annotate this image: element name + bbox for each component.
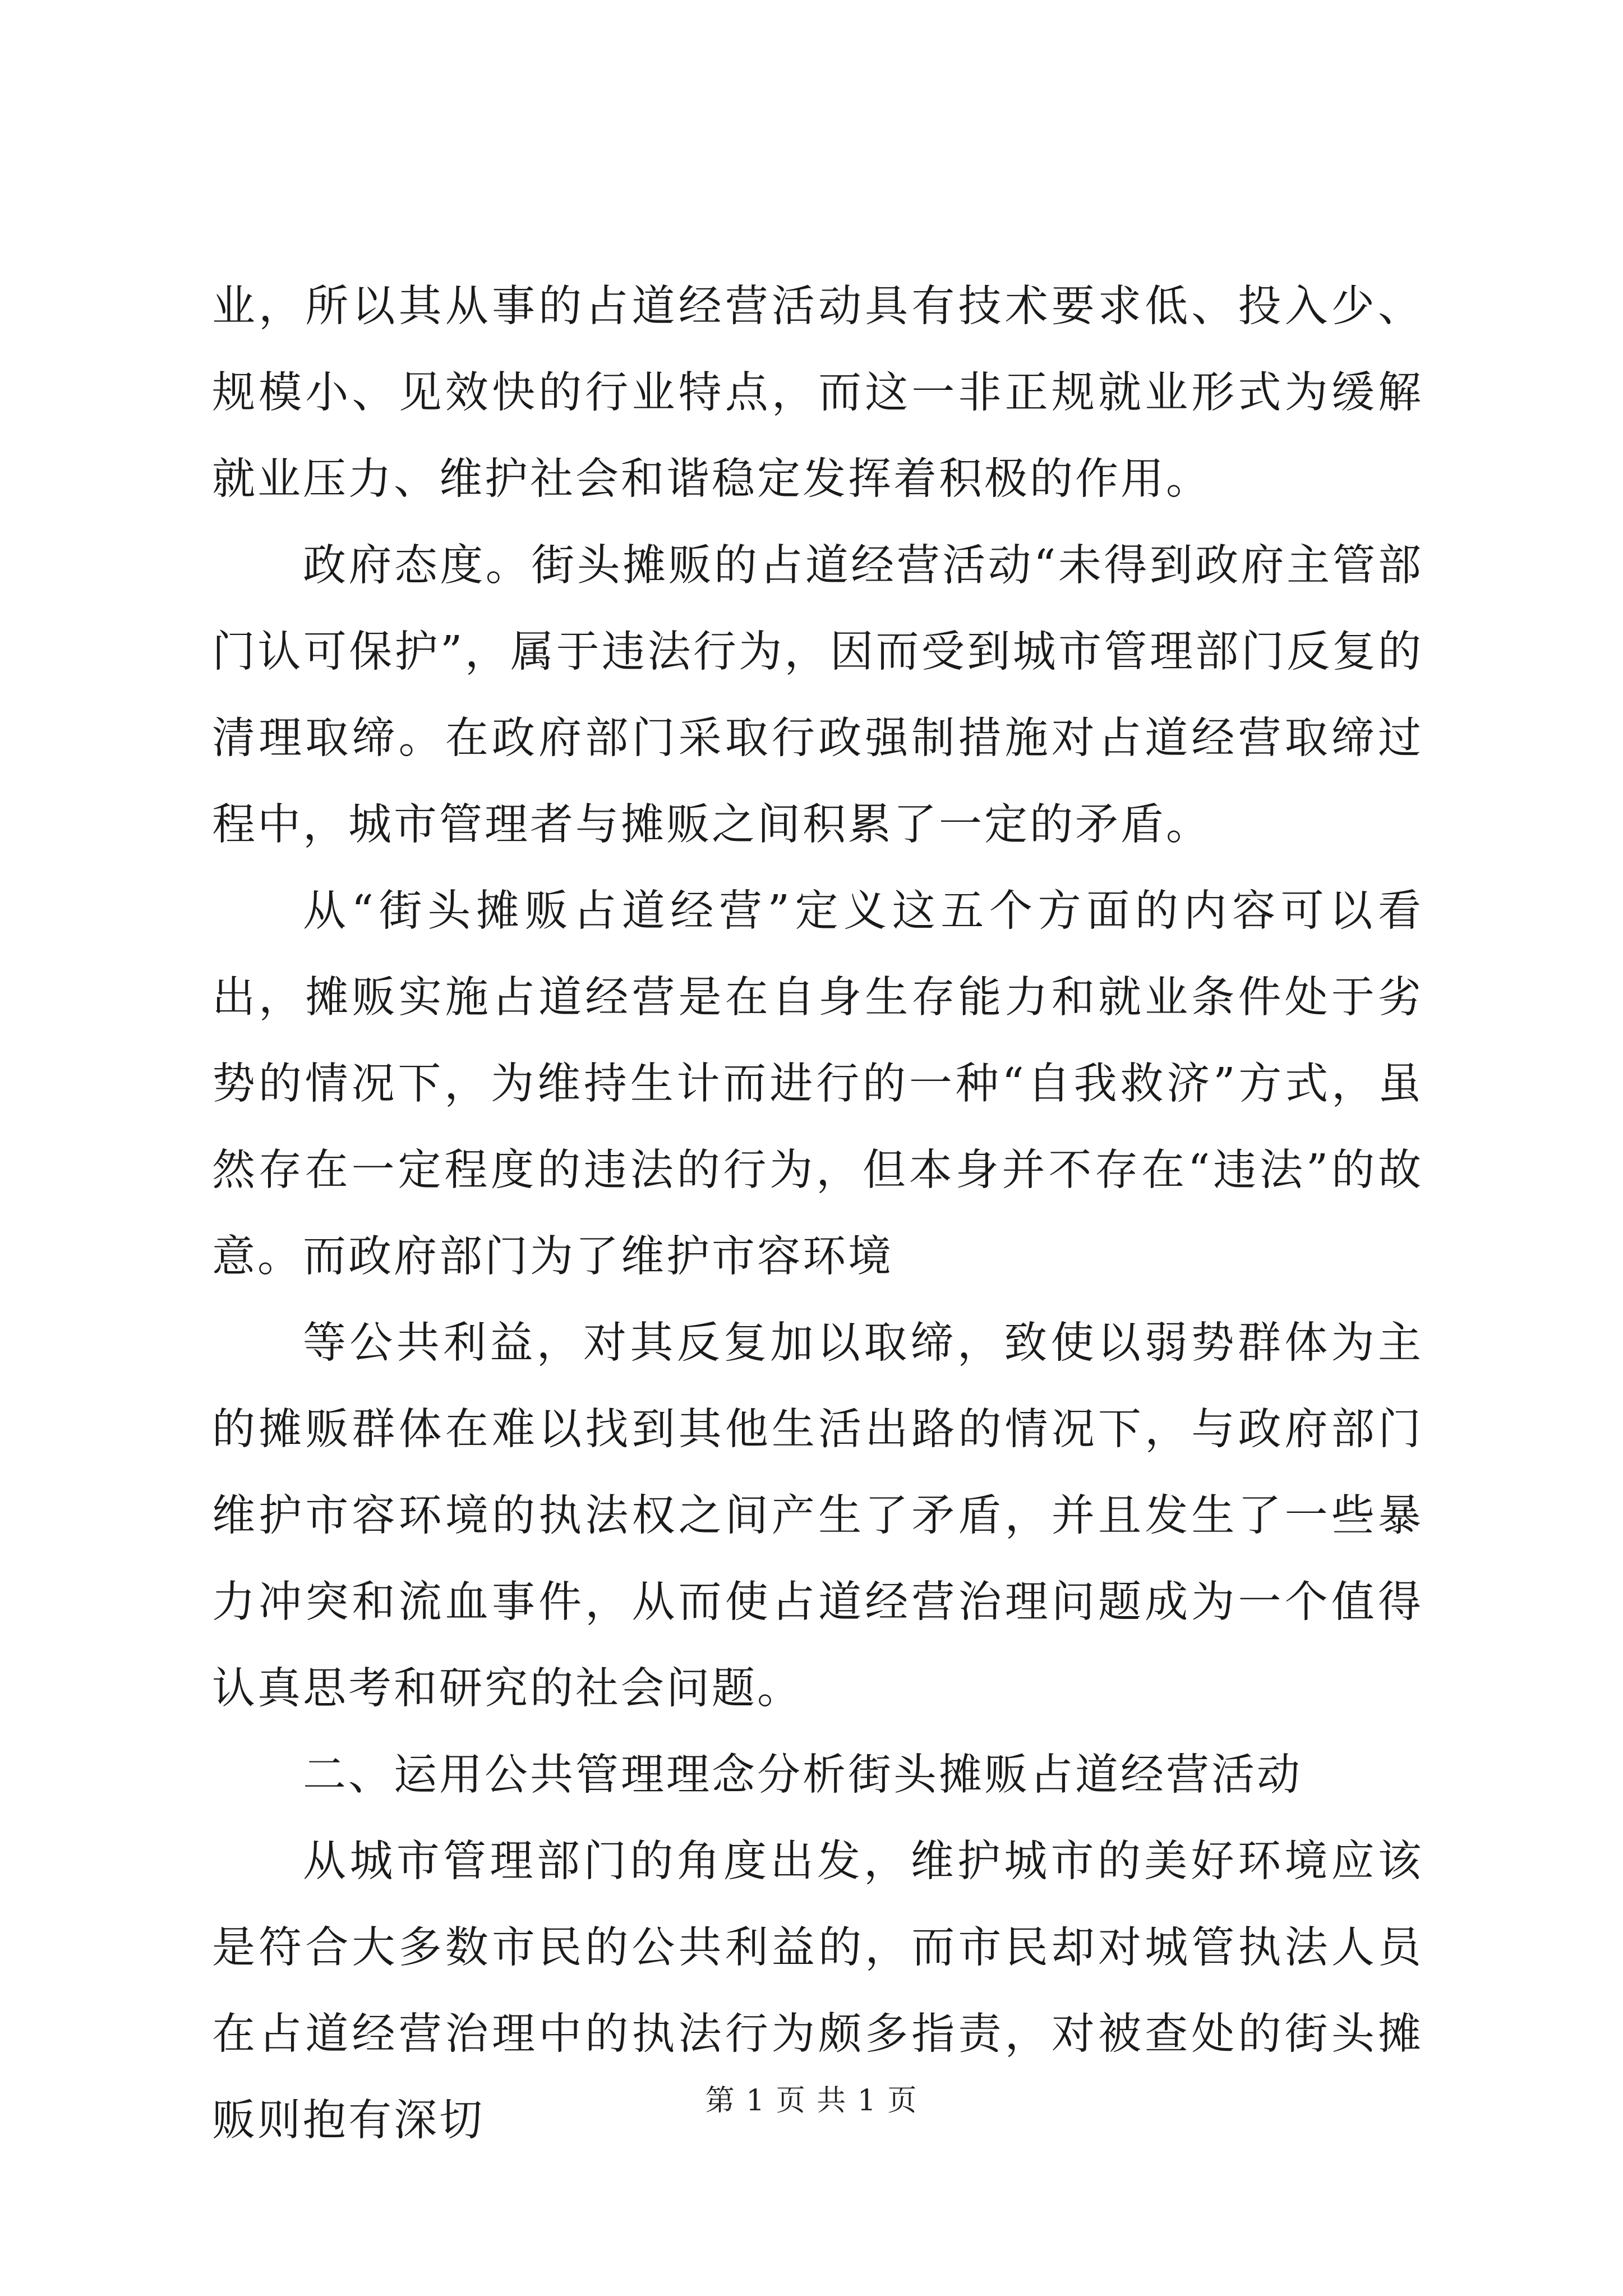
page-footer: 第 1 页 共 1 页: [705, 2084, 918, 2118]
paragraph-5: 从城市管理部门的角度出发，维护城市的美好环境应该是符合大多数市民的公共利益的，而市民却对城管执法人员在占道经营治理中的执法行为颇多指责，对被查处的街头摊贩则抱有深切: [212, 1837, 1423, 2146]
paragraph-1: 业，所以其从事的占道经营活动具有技术要求低、投入少、规模小、见效快的行业特点，而这一非正规就业形式为缓解就业压力、维护社会和谐稳定发挥着积极的作用。: [212, 282, 1423, 504]
paragraph-2: 政府态度。街头摊贩的占道经营活动“未得到政府主管部门认可保护”，属于违法行为，因而受到城市管理部门反复的清理取缔。在政府部门采取行政强制措施对占道经营取缔过程中，城市管理者与摊贩之间积累了一定的矛盾。: [212, 541, 1423, 850]
paragraph-3: 从“街头摊贩占道经营”定义这五个方面的内容可以看出，摊贩实施占道经营是在自身生存能力和就业条件处于劣势的情况下，为维持生计而进行的一种“自我救济”方式，虽然存在一定程度的违法的行为，但本身并不存在“违法”的故意。而政府部门为了维护市容环境: [212, 886, 1423, 1282]
document-body: [212, 264, 1423, 2164]
section-heading: 二、运用公共管理理念分析街头摊贩占道经营活动: [303, 1750, 1302, 1800]
paragraph-4: 等公共利益，对其反复加以取缔，致使以弱势群体为主的摊贩群体在难以找到其他生活出路的情况下，与政府部门维护市容环境的执法权之间产生了矛盾，并且发生了一些暴力冲突和流血事件，从而使占道经营治理问题成为一个值得认真思考和研究的社会问题。: [212, 1318, 1423, 1714]
